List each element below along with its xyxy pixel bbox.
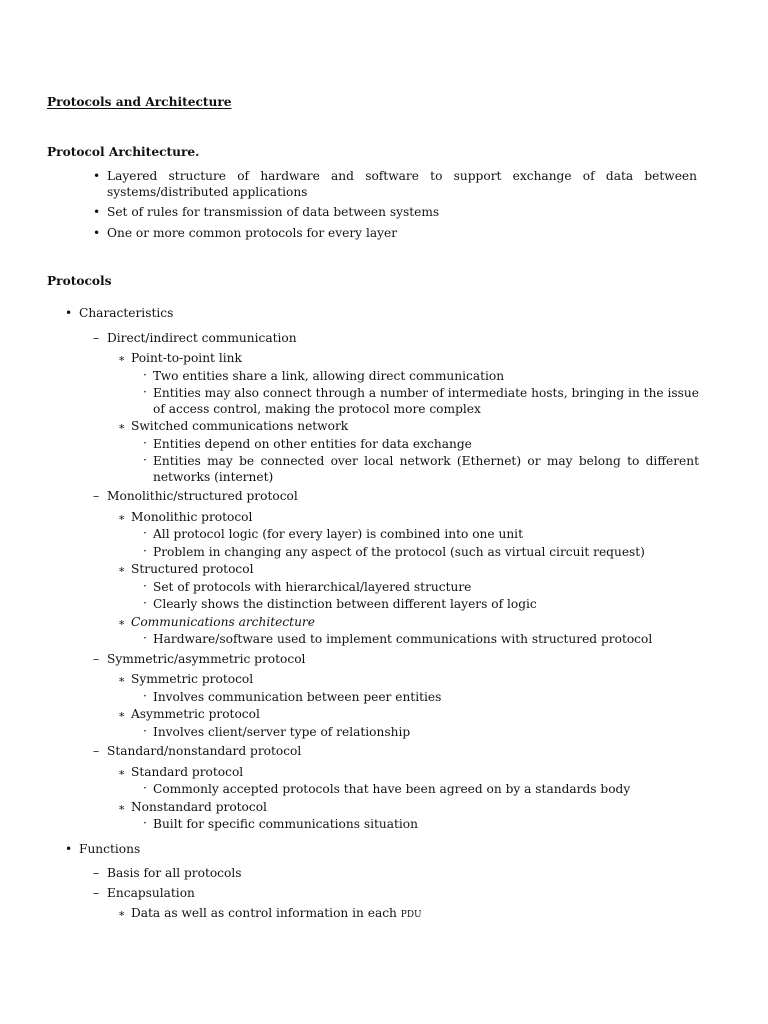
detail-text: Two entities share a link, allowing direct communication [153,368,505,383]
dot-icon: · [143,385,147,399]
list-item [143,723,699,741]
list-item [118,351,699,417]
detail-list [143,526,699,560]
list-item [143,578,699,596]
detail-list [143,435,699,486]
list-item-label: Communications architecture [131,614,315,629]
pdu-term: pdu [400,906,422,920]
list-item-label: Switched communications network [131,419,349,433]
list-item [143,781,699,798]
list-item [118,707,699,740]
sub-list [118,351,699,485]
dot-icon: · [143,688,147,703]
list-item [93,744,699,833]
dot-icon: · [143,367,147,382]
section-heading-protocol-architecture: Protocol Architecture. [47,145,200,159]
list-item-label: Structured protocol [131,562,254,576]
list-item [143,367,699,385]
detail-text: Commonly accepted protocols that have been agreed on by a standards body [153,782,631,796]
list-item [118,562,699,613]
dot-icon: · [143,723,147,738]
asterisk-icon: ∗ [118,563,126,576]
list-item-functions [65,841,699,922]
list-item [143,596,699,613]
list-item [93,489,699,648]
list-item [143,453,699,485]
list-item [93,651,699,741]
list-item [118,764,699,798]
list-item [143,385,699,417]
list-item-label: Asymmetric protocol [131,707,260,721]
dash-icon: – [93,866,100,880]
dash-icon: – [93,330,100,345]
list-item-label: Data as well as control information in each [131,906,397,920]
list-item-label: Basis for all protocols [107,866,242,880]
asterisk-icon: ∗ [118,800,126,814]
list-item-label: Symmetric protocol [131,672,254,686]
list-item [118,906,699,922]
detail-list [143,781,699,798]
list-item-label: Nonstandard protocol [131,799,267,814]
detail-text: Entities may also connect through a number of intermediate hosts, bringing in the issue of access control, making the protocol more complex [153,386,699,416]
dot-icon: · [143,453,147,467]
list-item-label: Standard protocol [131,764,244,779]
list-item: • Set of rules for transmission of data between systems [107,205,697,221]
detail-text: Problem in changing any aspect of the protocol (such as virtual circuit request) [153,544,645,559]
list-item-label: Monolithic protocol [131,509,253,524]
protocol-architecture-list [107,169,697,246]
asterisk-icon: ∗ [118,615,126,629]
list-item [118,614,699,648]
list-item-label: Functions [79,841,141,856]
asterisk-icon: ∗ [118,907,126,920]
asterisk-icon: ∗ [118,673,126,686]
dot-icon: · [143,526,147,540]
characteristics-list [93,330,699,833]
detail-list [143,578,699,613]
detail-text: Clearly shows the distinction between different layers of logic [153,597,537,611]
detail-text: Entities may be connected over local network (Ethernet) or may belong to different networks (internet) [153,454,699,484]
list-item [143,526,699,543]
sub-list [118,509,699,648]
list-item [118,799,699,833]
detail-text: Hardware/software used to implement communications with structured protocol [153,632,653,646]
dot-icon: · [143,435,147,450]
list-item-label: Direct/indirect communication [107,330,297,345]
dot-icon: · [143,816,147,830]
list-item [118,509,699,561]
list-item [93,866,699,882]
asterisk-icon: ∗ [118,510,126,524]
dash-icon: – [93,885,100,900]
protocols-list [65,306,699,931]
list-item [143,688,699,706]
list-item-label: Symmetric/asymmetric protocol [107,651,306,666]
dot-icon: · [143,781,147,795]
detail-text: Involves communication between peer entities [153,689,442,704]
dot-icon: · [143,578,147,593]
list-item: • Layered structure of hardware and software to support exchange of data between systems/distributed applications [107,169,697,200]
dash-icon: – [93,651,100,666]
sub-list [118,906,699,922]
dot-icon: · [143,596,147,610]
bullet-icon: • [65,306,73,320]
detail-text: Involves client/server type of relationship [153,724,411,739]
sub-list [118,672,699,740]
dot-icon: · [143,543,147,558]
detail-text: All protocol logic (for every layer) is combined into one unit [153,527,523,541]
list-item-label: Characteristics [79,306,174,320]
list-item-label: Point-to-point link [131,351,242,365]
list-item [143,816,699,833]
asterisk-icon: ∗ [118,708,126,721]
list-item-characteristics [65,306,699,833]
detail-text: Built for specific communications situation [153,817,418,831]
list-item [143,631,699,648]
detail-list [143,631,699,648]
dot-icon: · [143,631,147,645]
list-item [143,543,699,561]
sub-list [118,764,699,833]
document-title: Protocols and Architecture [47,95,232,109]
list-item [118,419,699,485]
list-item-label: Standard/nonstandard protocol [107,744,302,758]
list-item-label: Encapsulation [107,885,195,900]
asterisk-icon: ∗ [118,352,126,365]
list-item-label: Monolithic/structured protocol [107,489,298,503]
detail-list [143,816,699,833]
detail-list [143,688,699,706]
asterisk-icon: ∗ [118,765,126,779]
functions-list [93,866,699,922]
detail-text: Entities depend on other entities for data exchange [153,436,472,451]
detail-list [143,367,699,418]
detail-text: Set of protocols with hierarchical/layered structure [153,579,472,594]
list-item [93,885,699,922]
dash-icon: – [93,744,100,758]
detail-list [143,723,699,741]
list-item [93,330,699,486]
bullet-icon: • [65,841,73,856]
list-item [118,672,699,705]
list-item [143,435,699,453]
section-heading-protocols: Protocols [47,274,112,288]
list-item: • One or more common protocols for every layer [107,226,697,242]
asterisk-icon: ∗ [118,420,126,433]
dash-icon: – [93,489,100,503]
